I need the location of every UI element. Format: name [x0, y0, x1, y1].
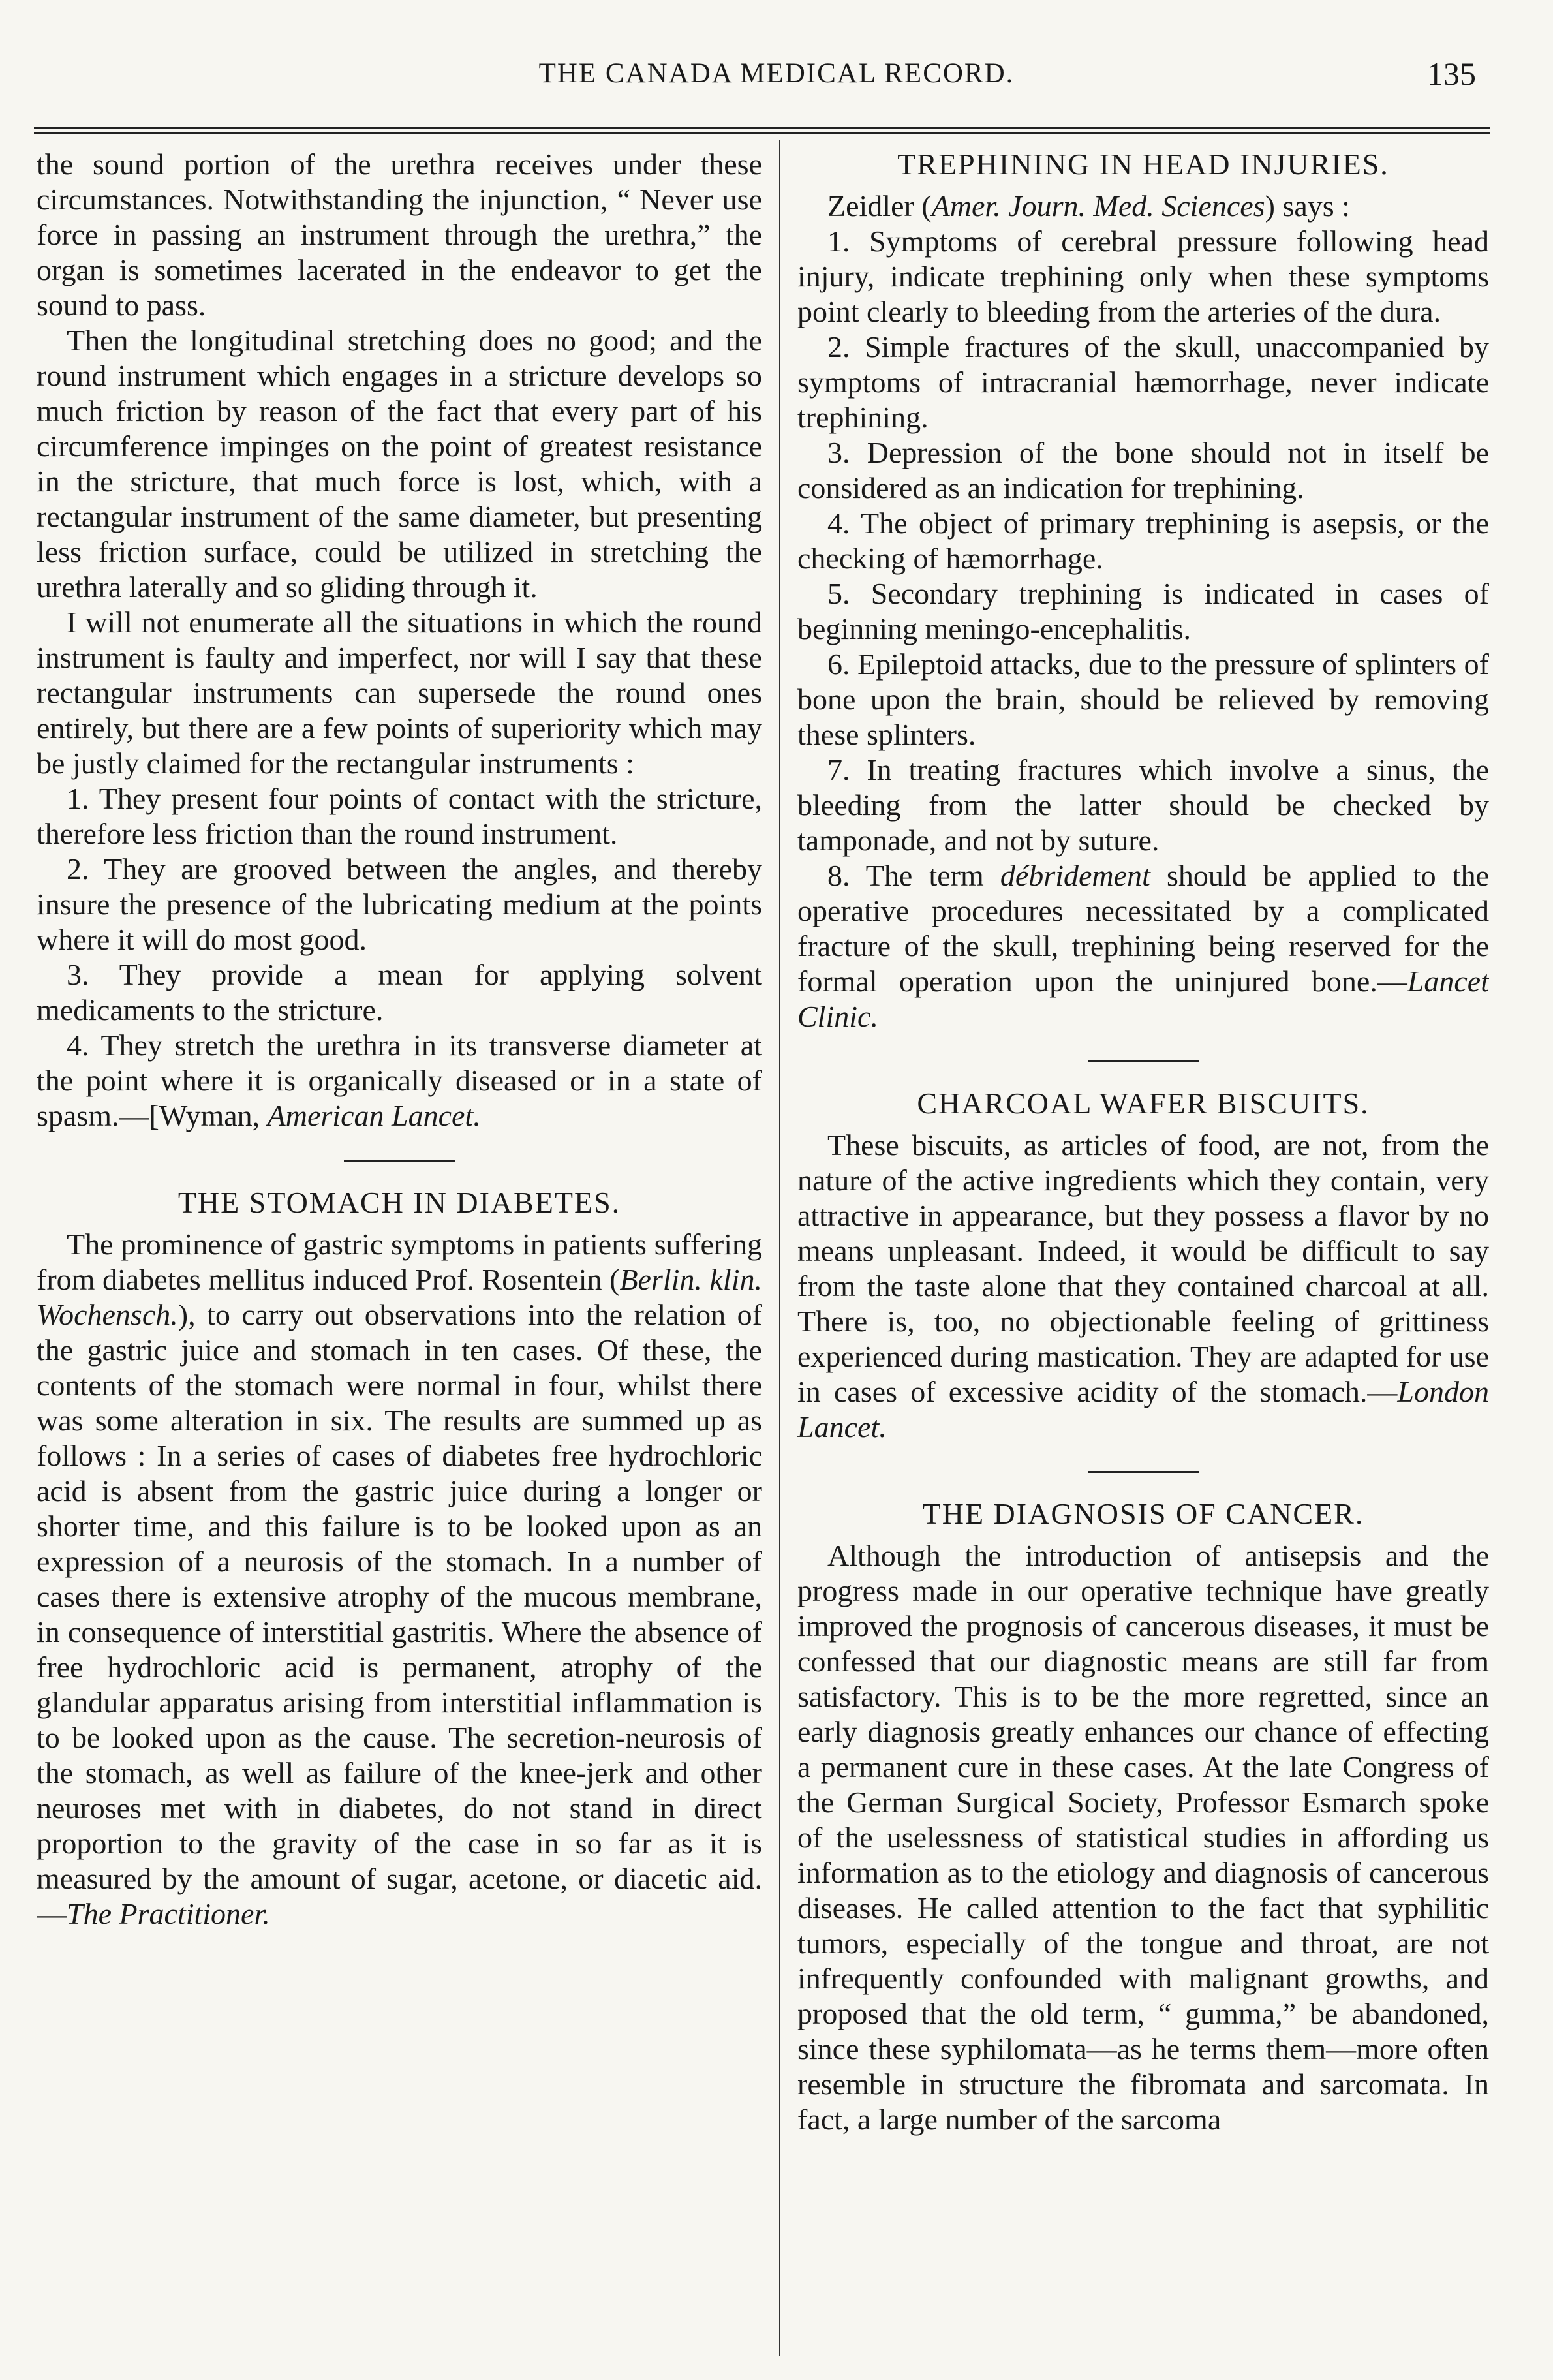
charcoal-paragraph	[797, 1128, 1489, 1445]
page-number: 135	[1427, 55, 1476, 92]
running-head	[0, 40, 1553, 93]
source-citation: American Lancet.	[267, 1099, 481, 1132]
trephining-list-item: 7. In treating fractures which involve a sinus, the bleeding from the latter should be checked by tamponade, and not by suture.	[797, 753, 1489, 857]
trephining-list-item	[797, 858, 1489, 1034]
stomach-diabetes-heading: THE STOMACH IN DIABETES.	[177, 1186, 621, 1219]
paragraph-text: ) says :	[1265, 189, 1350, 223]
header-rule-thick	[34, 127, 1490, 129]
term: débridement	[1000, 859, 1150, 892]
paragraph-text: should be applied to the operative procedures necessitated by a complicated fracture of the skull, trephining being reserved for the formal operation upon the uninjured bone.—	[797, 859, 1489, 998]
trephining-list-item: 2. Simple fractures of the skull, unaccompanied by symptoms of intracranial hæmorrhage, never indicate trephining.	[797, 330, 1489, 434]
urethra-item-text: 4. They stretch the urethra in its transverse diameter at the point where it is organically diseased or in a state of spasm.—[Wyman,	[37, 1028, 762, 1132]
trephining-list-item: 1. Symptoms of cerebral pressure following head injury, indicate trephining only when these symptoms point clearly to bleeding from the arteries of the dura.	[797, 224, 1489, 328]
urethra-paragraph: I will not enumerate all the situations in which the round instrument is faulty and imperfect, nor will I say that these rectangular instruments can supersede the round ones entirely, but there are a few points of superiority which may be justly claimed for the rectangular instruments :	[37, 606, 762, 780]
source-citation: Amer. Journ. Med. Sciences	[931, 189, 1265, 223]
urethra-list-item	[37, 1028, 762, 1134]
section-separator	[1088, 1060, 1199, 1062]
trephining-list-item: 3. Depression of the bone should not in itself be considered as an indication for trephining.	[797, 436, 1489, 504]
column-divider	[779, 140, 780, 2356]
trephining-intro	[797, 189, 1489, 224]
right-column	[797, 147, 1489, 2366]
urethra-list-item: 2. They are grooved between the angles, and thereby insure the presence of the lubricating medium at the points where it will do most good.	[37, 852, 762, 956]
paragraph-text: 8. The term	[827, 859, 1000, 892]
paragraph-text: Zeidler (	[827, 189, 932, 223]
header-rule-thin	[34, 132, 1490, 134]
section-separator	[1088, 1471, 1199, 1473]
trephining-heading: TREPHINING IN HEAD INJURIES.	[897, 147, 1389, 181]
source-citation: London Lancet.	[797, 1375, 1489, 1444]
attribution: The Practitioner.	[67, 1897, 270, 1930]
trephining-list-item: 6. Epileptoid attacks, due to the pressure of splinters of bone upon the brain, should be relieved by removing these splinters.	[797, 647, 1489, 751]
paragraph-text: ), to carry out observations into the relation of the gastric juice and stomach in ten cases. Of these, the contents of the stomach were normal in four, whilst there was some alteration in six. The results are summed up as follows : In a series of cases of diabetes free hydrochloric acid is absent from the gastric juice during a longer or shorter time, and this failure is to be looked upon as an expression of a neurosis of the stomach. In a number of cases there is extensive atrophy of the mucous membrane, in consequence of interstitial gastritis. Where the absence of free hydrochloric acid is permanent, atrophy of the glandular apparatus arising from interstitial inflammation is to be looked upon as the cause. The secretion-neurosis of the stomach, as well as failure of the knee-jerk and other neuroses met with in diabetes, do not stand in direct proportion to the gravity of the case in so far as it is measured by the amount of sugar, acetone, or diacetic aid.—	[37, 1298, 762, 1930]
left-column	[37, 147, 762, 2366]
urethra-continuation-paragraph: the sound portion of the urethra receives under these circumstances. Notwithstanding the injunction, “ Never use force in passing an instrument through the urethra,” the organ is sometimes lacerated in the endeavor to get the sound to pass.	[37, 147, 762, 322]
urethra-paragraph: Then the longitudinal stretching does no good; and the round instrument which engages in a stricture develops so much friction by reason of the fact that every part of his circumference impinges on the point of greatest resistance in the stricture, that much force is lost, which, with a rectangular instrument of the same diameter, but presenting less friction surface, could be utilized in stretching the urethra laterally and so gliding through it.	[37, 324, 762, 604]
urethra-list-item: 3. They provide a mean for applying solvent medicaments to the stricture.	[37, 958, 762, 1027]
stomach-diabetes-paragraph	[37, 1227, 762, 1932]
paragraph-text: The prominence of gastric symptoms in patients suffering from diabetes mellitus induced Prof. Rosentein (	[37, 1228, 762, 1296]
trephining-list-item: 4. The object of primary trephining is asepsis, or the checking of hæmorrhage.	[797, 506, 1489, 575]
journal-title: THE CANADA MEDICAL RECORD.	[538, 58, 1015, 89]
cancer-heading: THE DIAGNOSIS OF CANCER.	[922, 1497, 1364, 1530]
source-citation: Berlin. klin. Wochensch.	[37, 1263, 762, 1331]
paragraph-text: These biscuits, as articles of food, are not, from the nature of the active ingredients which they contain, very attractive in appearance, but they possess a flavor by no means unpleasant. Indeed, it would be difficult to say from the taste alone that they contained charcoal at all. There is, too, no objectionable feeling of grittiness experienced during mastication. They are adapted for use in cases of excessive acidity of the stomach.—	[797, 1128, 1489, 1408]
cancer-paragraph: Although the introduction of antisepsis and the progress made in our operative technique have greatly improved the prognosis of cancerous diseases, it must be confessed that our diagnostic means are still far from satisfactory. This is to be the more regretted, since an early diagnosis greatly enhances our chance of effecting a permanent cure in these cases. At the late Congress of the German Surgical Society, Professor Esmarch spoke of the uselessness of statistical studies in affording us information as to the etiology and diagnosis of cancerous diseases. He called attention to the fact that syphilitic tumors, especially of the tongue and throat, are not infrequently confounded with malignant growths, and proposed that the old term, “ gumma,” be abandoned, since these syphilomata—as he terms them—more often resemble in structure the fibromata and sarcomata. In fact, a large number of the sarcoma	[797, 1539, 1489, 2136]
charcoal-heading: CHARCOAL WAFER BISCUITS.	[917, 1087, 1370, 1120]
urethra-list-item: 1. They present four points of contact with the stricture, therefore less friction than the round instrument.	[37, 782, 762, 850]
source-citation: Lancet Clinic.	[797, 965, 1489, 1033]
trephining-list-item: 5. Secondary trephining is indicated in cases of beginning meningo-encephalitis.	[797, 577, 1489, 645]
section-separator	[344, 1160, 455, 1162]
